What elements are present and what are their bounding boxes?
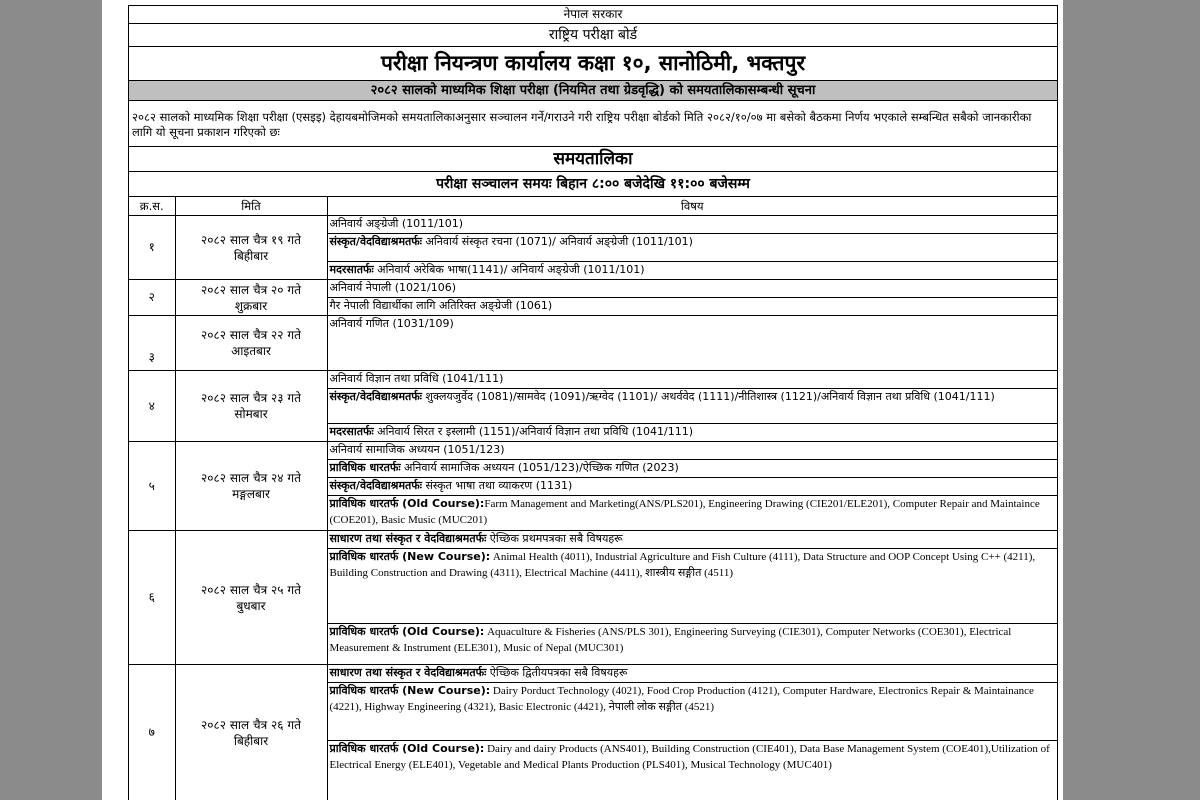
subject-text: Dairy and dairy Products (ANS401), Building Construction (CIE401), Data Base Management System (COE401),Utilization of Electrical Energy (ELE401), Vegetable and Medical Plants Production (PLS401), Musical Technology (MUC401) [329,743,1050,771]
column-header-date: मिति [175,197,327,216]
serial-number: ५ [129,442,175,531]
stream-label: संस्कृत/वेदविद्याश्रमतर्फः [329,235,422,248]
subject-cell [327,262,1057,280]
exam-date-cell [175,442,327,531]
serial-number: १ [129,216,175,280]
exam-date: २०८२ साल चैत्र २४ गते [201,471,301,485]
subject-text: Aquaculture & Fisheries (ANS/PLS 301), Engineering Surveying (CIE301), Computer Networks (COE301), Electrical Measurement & Instrument (ELE301), Music of Nepal (MUC301) [329,626,1012,654]
exam-date-cell [175,280,327,316]
subject-text: Dairy Porduct Technology (4021), Food Crop Production (4121), Computer Hardware, Electronics Repair & Maintainance (4221), Highway Engineering (4321), Basic Electronic (4421), नेपाली लोक सङ्गीत (4521) [329,685,1034,713]
government-heading: नेपाल सरकार [129,6,1057,24]
table-row [129,280,1057,298]
timetable-title: समयतालिका [129,147,1057,172]
subject-cell [327,741,1057,800]
column-header-subject: विषय [327,197,1057,216]
subject-cell [327,280,1057,298]
serial-number: ६ [129,531,175,665]
stream-label: प्राविधिक धारतर्फ (New Course): [329,684,491,697]
serial-number: २ [129,280,175,316]
exam-date: २०८२ साल चैत्र २५ गते [201,582,301,597]
stream-label: साधारण तथा संस्कृत र वेदविद्याश्रमतर्फः [329,532,487,545]
exam-time-note: परीक्षा सञ्चालन समयः बिहान ८:०० बजेदेखि ११:०० बजेसम्म [129,172,1057,197]
stream-label: प्राविधिक धारतर्फ (Old Course): [329,497,485,510]
subject-text: ऐच्छिक द्वितीयपत्रका सबै विषयहरू [486,666,628,679]
exam-date-cell [175,316,327,371]
exam-day: आइतबार [231,344,271,358]
subject-cell [327,371,1057,389]
subject-cell [327,216,1057,234]
subject-text: ऐच्छिक प्रथमपत्रका सबै विषयहरू [486,532,623,545]
notice-sheet [128,5,1058,800]
stream-label: प्राविधिक धारतर्फः [329,461,401,474]
table-row [129,665,1057,683]
subject-text: अनिवार्य सामाजिक अध्ययन (1051/123) [329,443,505,456]
serial-number: ४ [129,371,175,442]
serial-number: ३ [129,316,175,371]
subject-cell [327,624,1057,665]
subject-text: अनिवार्य अरेबिक भाषा(1141)/ अनिवार्य अङ्ग्रेजी (1011/101) [373,263,645,276]
subject-text: अनिवार्य सामाजिक अध्ययन (1051/123)/ऐच्छिक गणित (2023) [400,461,679,474]
subject-cell [327,389,1057,424]
board-heading: राष्ट्रिय परीक्षा बोर्ड [129,24,1057,47]
subject-cell [327,549,1057,624]
table-row [129,442,1057,460]
subject-text: Farm Management and Marketing(ANS/PLS201), Engineering Drawing (CIE201/ELE201), Computer Repair and Maintaince (COE201), Basic Music (MUC201) [329,498,1040,526]
exam-day: बिहीबार [233,733,269,748]
table-row [129,371,1057,389]
table-row [129,316,1057,371]
office-heading: परीक्षा नियन्त्रण कार्यालय कक्षा १०, सानोठिमी, भक्तपुर [129,47,1057,81]
stream-label: प्राविधिक धारतर्फ (Old Course): [329,742,485,755]
subject-cell [327,424,1057,442]
subject-cell [327,298,1057,316]
subject-cell [327,665,1057,683]
subject-text: अनिवार्य संस्कृत रचना (1071)/ अनिवार्य अङ्ग्रेजी (1011/101) [422,235,693,248]
subject-text: अनिवार्य गणित (1031/109) [329,317,454,330]
notice-title: २०८२ सालको माध्यमिक शिक्षा परीक्षा (नियमित तथा ग्रेडवृद्धि) को समयतालिकासम्बन्धी सूचना [129,81,1057,101]
column-header-serial: क्र.स. [129,197,175,216]
timetable [129,197,1057,800]
exam-day: बुधबार [236,598,266,613]
timetable-body [129,216,1057,800]
exam-date-cell [175,371,327,442]
subject-text: गैर नेपाली विद्यार्थीका लागि अतिरिक्त अङ्ग्रेजी (1061) [329,299,553,312]
subject-text: Animal Health (4011), Industrial Agriculture and Fish Culture (4111), Data Structure and OOP Concept Using C++ (4211), Building Construction and Drawing (4311), Electrical Machine (4411), शास्त्रीय सङ्गीत (4511) [329,551,1036,579]
exam-day: बिहीबार [233,248,269,263]
subject-cell [327,460,1057,478]
subject-text: संस्कृत भाषा तथा व्याकरण (1131) [422,479,573,492]
exam-date-cell [175,665,327,800]
stream-label: मदरसातर्फः [329,263,374,276]
timetable-header-row [129,197,1057,216]
subject-cell [327,234,1057,262]
table-row [129,216,1057,234]
stream-label: साधारण तथा संस्कृत र वेदविद्याश्रमतर्फः [329,666,487,679]
subject-text: अनिवार्य अङ्ग्रेजी (1011/101) [329,217,464,230]
stream-label: मदरसातर्फः [329,425,374,438]
exam-date-cell [175,531,327,665]
stream-label: संस्कृत/वेदविद्याश्रमतर्फः [329,479,422,492]
subject-cell [327,683,1057,741]
subject-cell [327,442,1057,460]
stream-label: प्राविधिक धारतर्फ (New Course): [329,550,491,563]
exam-date: २०८२ साल चैत्र २२ गते [201,328,301,342]
stream-label: प्राविधिक धारतर्फ (Old Course): [329,625,485,638]
serial-number: ७ [129,665,175,800]
subject-cell [327,478,1057,496]
subject-text: अनिवार्य विज्ञान तथा प्रविधि (1041/111) [329,372,504,385]
exam-day: सोमबार [234,407,268,421]
subject-cell [327,496,1057,531]
subject-text: शुक्लयजुर्वेद (1081)/सामवेद (1091)/ऋग्वेद (1101)/ अथर्ववेद (1111)/नीतिशास्त्र (1121)/अनिवार्य विज्ञान तथा प्रविधि (1041/111) [422,390,995,403]
subject-text: अनिवार्य नेपाली (1021/106) [329,281,456,294]
exam-date: २०८२ साल चैत्र २० गते [201,282,301,297]
intro-paragraph: २०८२ सालको माध्यमिक शिक्षा परीक्षा (एसइइ) देहायबमोजिमको समयतालिकाअनुसार सञ्चालन गर्ने/गराउने गरी राष्ट्रिय परीक्षा बोर्डको मिति २०८२/१०/०७ मा बसेको बैठकमा निर्णय भएकाले सम्बन्धित सबैको जानकारीका लागि यो सूचना प्रकाशन गरिएको छः [129,101,1057,147]
table-row [129,531,1057,549]
exam-date: २०८२ साल चैत्र २३ गते [201,391,301,405]
subject-text: अनिवार्य सिरत र इस्लामी (1151)/अनिवार्य विज्ञान तथा प्रविधि (1041/111) [373,425,694,438]
subject-cell [327,531,1057,549]
exam-date: २०८२ साल चैत्र २६ गते [201,717,301,732]
stream-label: संस्कृत/वेदविद्याश्रमतर्फः [329,390,422,403]
exam-date-cell [175,216,327,280]
document-page [102,0,1063,800]
exam-day: मङ्गलबार [232,487,270,501]
exam-date: २०८२ साल चैत्र १९ गते [201,232,301,247]
subject-cell [327,316,1057,371]
exam-day: शुक्रबार [234,298,268,313]
